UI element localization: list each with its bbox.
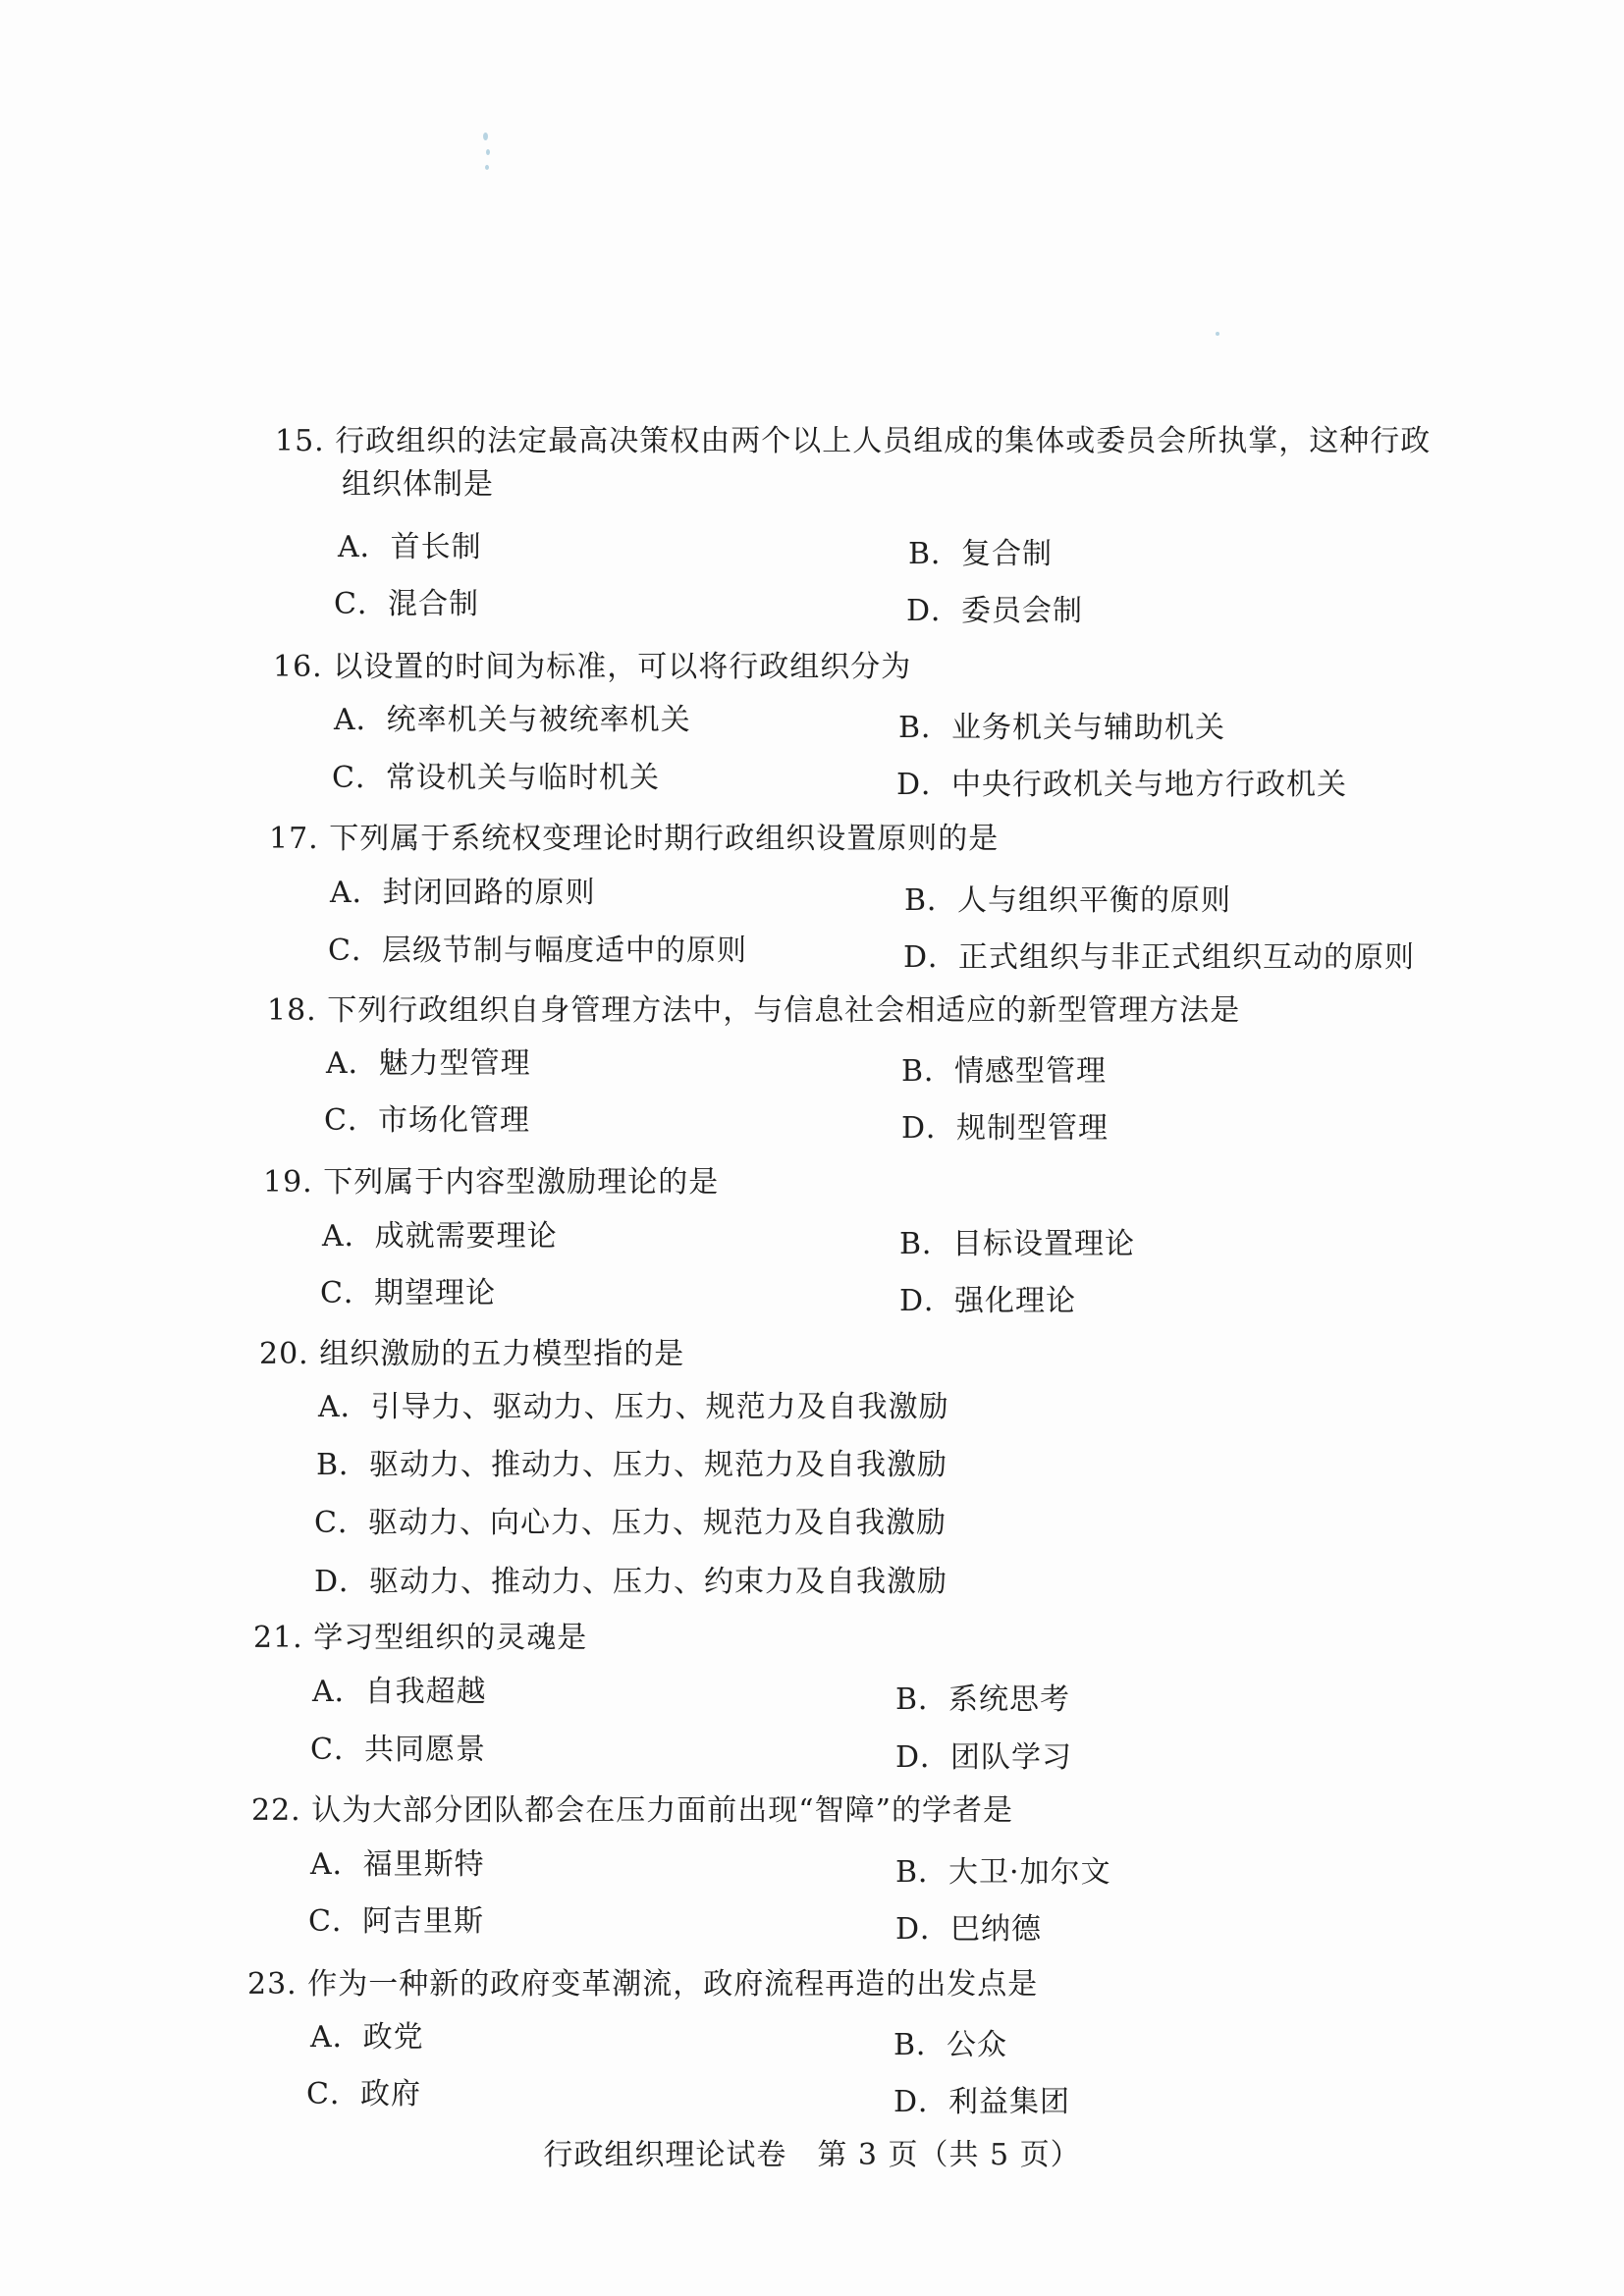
option-c: C．期望理论 bbox=[320, 1276, 496, 1310]
option-a: A．福里斯特 bbox=[310, 1847, 485, 1882]
option-c: C．常设机关与临时机关 bbox=[332, 761, 660, 795]
scan-speck bbox=[1216, 332, 1219, 336]
scan-speck bbox=[483, 133, 488, 140]
option-a: A．成就需要理论 bbox=[322, 1219, 558, 1254]
option-a: A．自我超越 bbox=[312, 1675, 487, 1709]
option-d: D．团队学习 bbox=[895, 1740, 1073, 1775]
option-a: A．首长制 bbox=[338, 530, 482, 564]
option-d: D．强化理论 bbox=[899, 1284, 1077, 1318]
option-d: D．委员会制 bbox=[906, 594, 1084, 628]
question-21 bbox=[253, 1617, 587, 1660]
question-stem-continued: 组织体制是 bbox=[342, 467, 494, 502]
option-a: A．政党 bbox=[310, 2020, 424, 2055]
option-b: B．驱动力、推动力、压力、规范力及自我激励 bbox=[316, 1448, 948, 1482]
question-20 bbox=[259, 1333, 684, 1376]
option-d: D．中央行政机关与地方行政机关 bbox=[896, 768, 1348, 802]
option-c: C．政府 bbox=[306, 2077, 421, 2111]
question-16 bbox=[273, 646, 911, 689]
question-stem: 16. 以设置的时间为标准，可以将行政组织分为 bbox=[273, 650, 912, 684]
option-c: C．混合制 bbox=[334, 587, 479, 621]
question-stem: 22. 认为大部分团队都会在压力面前出现“智障”的学者是 bbox=[251, 1793, 1013, 1828]
scan-speck bbox=[485, 165, 489, 170]
option-b: B．大卫·加尔文 bbox=[895, 1855, 1111, 1890]
option-c: C．驱动力、向心力、压力、规范力及自我激励 bbox=[314, 1506, 947, 1540]
option-c: C．共同愿景 bbox=[310, 1733, 486, 1767]
question-stem: 23. 作为一种新的政府变革潮流，政府流程再造的出发点是 bbox=[247, 1967, 1039, 2002]
option-a: A．统率机关与被统率机关 bbox=[334, 703, 691, 737]
option-b: B．业务机关与辅助机关 bbox=[898, 711, 1226, 745]
question-19 bbox=[263, 1161, 719, 1204]
option-d: D．规制型管理 bbox=[901, 1111, 1110, 1146]
question-23 bbox=[247, 1963, 1038, 2006]
scan-speck bbox=[486, 149, 490, 155]
option-a: A．封闭回路的原则 bbox=[330, 876, 596, 910]
question-18 bbox=[267, 989, 1240, 1033]
question-stem: 19. 下列属于内容型激励理论的是 bbox=[263, 1165, 720, 1200]
option-c: C．市场化管理 bbox=[324, 1103, 530, 1138]
option-d: D．驱动力、推动力、压力、约束力及自我激励 bbox=[314, 1565, 948, 1599]
question-stem: 18. 下列行政组织自身管理方法中，与信息社会相适应的新型管理方法是 bbox=[267, 993, 1241, 1028]
option-b: B．目标设置理论 bbox=[899, 1227, 1136, 1261]
option-d: D．正式组织与非正式组织互动的原则 bbox=[903, 940, 1416, 975]
option-a: A．魅力型管理 bbox=[326, 1046, 531, 1081]
question-15 bbox=[275, 420, 1431, 507]
question-stem: 15. 行政组织的法定最高决策权由两个以上人员组成的集体或委员会所执掌，这种行政 bbox=[275, 424, 1432, 458]
option-b: B．情感型管理 bbox=[901, 1054, 1108, 1089]
option-b: B．人与组织平衡的原则 bbox=[904, 883, 1232, 918]
option-d: D．巴纳德 bbox=[895, 1912, 1043, 1947]
option-a: A．引导力、驱动力、压力、规范力及自我激励 bbox=[318, 1390, 949, 1424]
question-stem: 21. 学习型组织的灵魂是 bbox=[253, 1621, 588, 1655]
option-b: B．系统思考 bbox=[895, 1682, 1071, 1717]
question-stem: 20. 组织激励的五力模型指的是 bbox=[259, 1337, 685, 1371]
question-stem: 17. 下列属于系统权变理论时期行政组织设置原则的是 bbox=[269, 822, 1000, 856]
page-footer: 行政组织理论试卷 第 3 页（共 5 页） bbox=[543, 2138, 1081, 2172]
option-d: D．利益集团 bbox=[893, 2085, 1071, 2119]
question-22 bbox=[251, 1789, 1013, 1833]
option-b: B．公众 bbox=[893, 2028, 1008, 2062]
option-b: B．复合制 bbox=[908, 537, 1054, 571]
question-17 bbox=[269, 818, 999, 861]
option-c: C．层级节制与幅度适中的原则 bbox=[328, 934, 747, 968]
option-c: C．阿吉里斯 bbox=[308, 1904, 484, 1939]
